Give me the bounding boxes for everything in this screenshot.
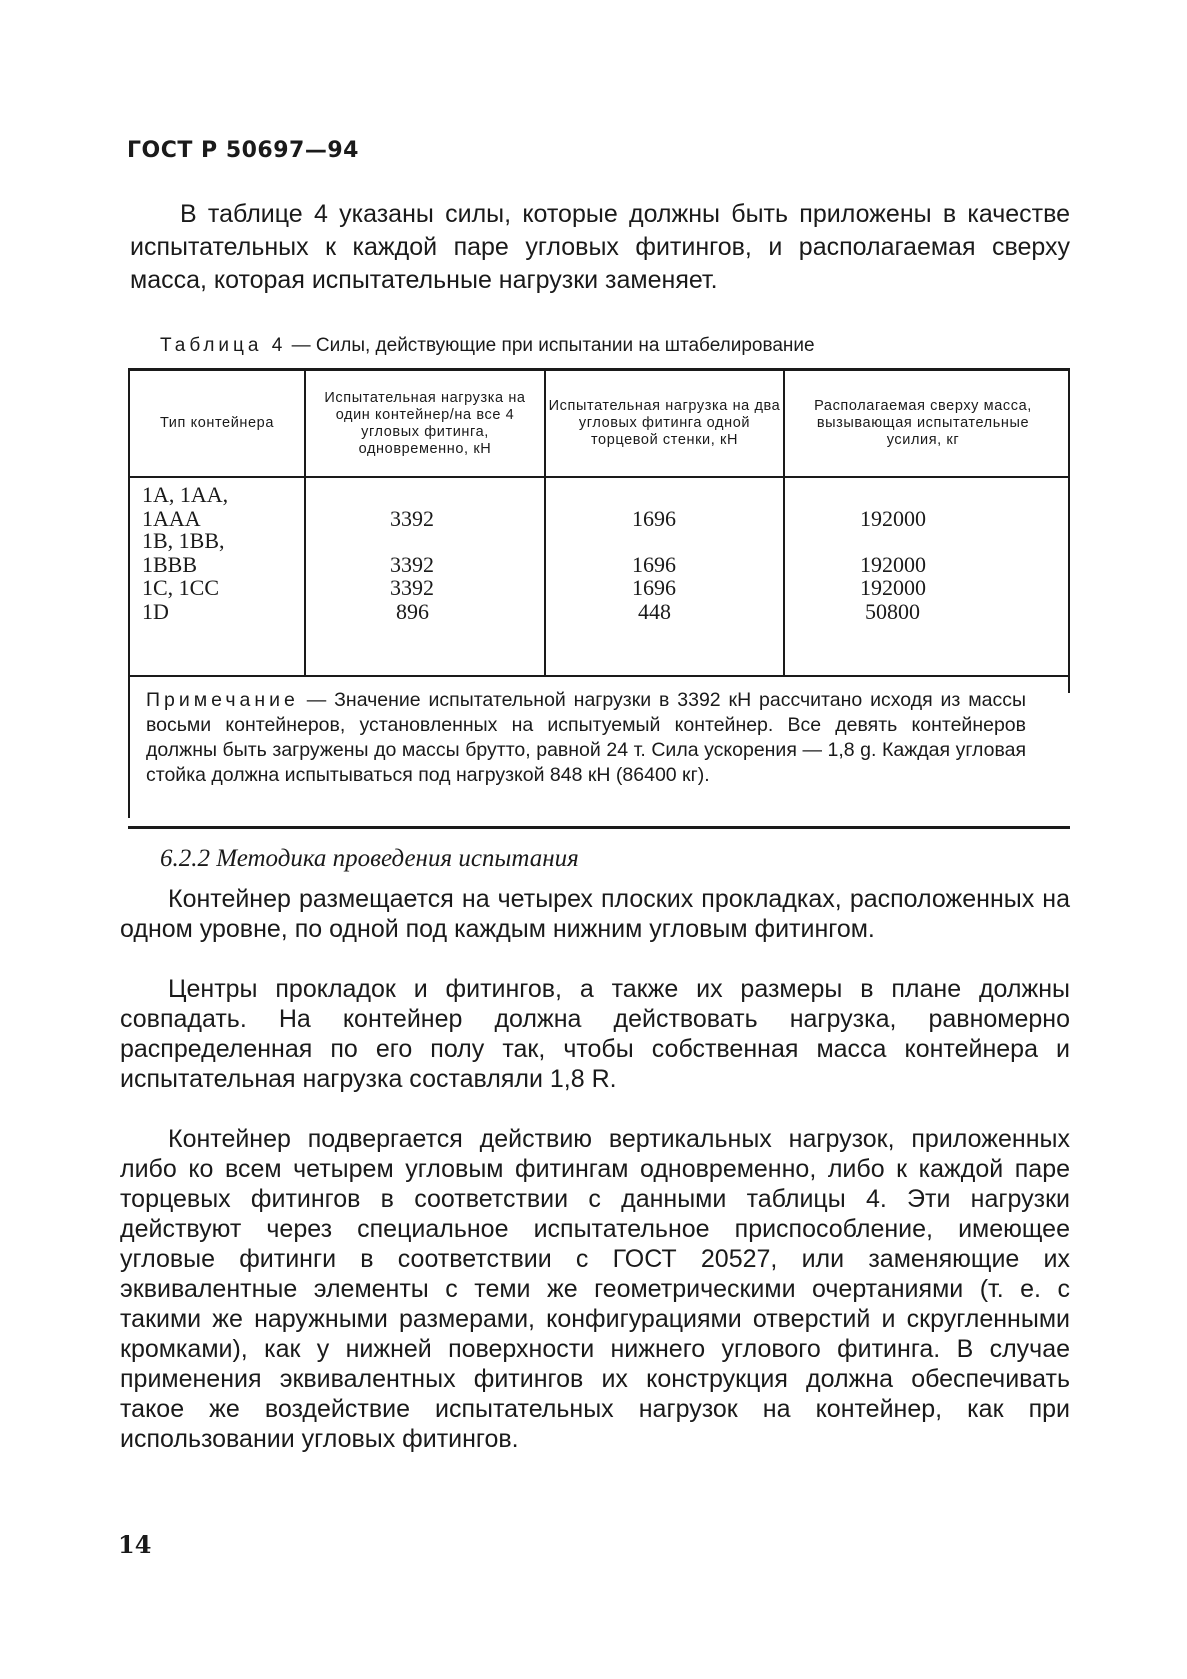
table-row	[128, 576, 1070, 600]
table-caption-label: Таблица 4	[160, 335, 287, 356]
cell-load-all-fittings: 3392	[390, 575, 434, 600]
col-header-load-two-fittings: Испытательная нагрузка на два угловых фитинга одной торцевой стенки, кН	[548, 398, 781, 448]
cell-load-two-fittings: 1696	[632, 552, 676, 577]
table-row	[128, 600, 1070, 624]
cell-container-type: 1А, 1АА, 1ААА	[142, 482, 229, 531]
table-end-rule	[128, 826, 1070, 829]
body-paragraph: Контейнер подвергается действию вертикальных нагрузок, приложенных либо ко всем четырем угловым фитингам одновременно, либо к каждой паре торцевых фитингов в соответствии с данными таблицы 4. Эти нагрузки действуют через специальное испытательное приспособление, имеющее угловые фитинги в соответствии с ГОСТ 20527, или заменяющие их эквивалентные элементы с теми же геометрическими очертаниями (т. е. с такими же наружными размерами, конфигурациями отверстий и скругленными кромками), как у нижней поверхности нижнего углового фитинга. В случае применения эквивалентных фитингов их конструкция должна обеспечивать такое же воздействие испытательных нагрузок на контейнер, как при использовании угловых фитингов.	[120, 1125, 1070, 1453]
cell-mass: 50800	[865, 599, 920, 624]
table-row	[128, 529, 1070, 577]
cell-load-all-fittings: 896	[396, 599, 429, 624]
cell-container-type: 1D	[142, 599, 169, 624]
cell-container-type: 1С, 1СС	[142, 575, 220, 600]
table-body-rule	[128, 675, 1070, 677]
body-paragraph: Центры прокладок и фитингов, а также их размеры в плане должны совпадать. На контейнер должна действовать нагрузка, равномерно распределенная по его полу так, чтобы собственная масса контейнера и испытательная нагрузка составляли 1,8 R.	[120, 975, 1070, 1093]
stacking-forces-table	[128, 368, 1070, 829]
body-paragraph: Контейнер размещается на четырех плоских прокладках, расположенных на одном уровне, по одной под каждым нижним угловым фитингом.	[120, 885, 1070, 943]
section-heading: 6.2.2 Методика проведения испытания	[160, 845, 579, 872]
col-header-mass: Располагаемая сверху масса, вызывающая испытательные усилия, кг	[814, 398, 1032, 448]
cell-load-two-fittings: 448	[638, 599, 671, 624]
table-note-label: Примечание	[146, 689, 299, 711]
table-note-text: — Значение испытательной нагрузки в 3392 кН рассчитано исходя из массы восьми контейнеров, установленных на испытуемый контейнер. Все девять контейнеров должны быть загружены до массы брутто, равной 24 т. Сила ускорения — 1,8 g. Каждая угловая стойка должна испытываться под нагрузкой 848 кН (86400 кг).	[146, 689, 1027, 786]
cell-mass: 192000	[860, 575, 926, 600]
col-header-container-type: Тип контейнера	[159, 415, 275, 431]
cell-load-two-fittings: 1696	[632, 506, 676, 531]
table-note	[146, 688, 1026, 788]
cell-container-type: 1В, 1ВВ, 1ВВВ	[142, 528, 225, 577]
table-row	[128, 483, 1070, 531]
table-header-rule	[128, 476, 1070, 478]
cell-load-two-fittings: 1696	[632, 575, 676, 600]
table-caption	[160, 335, 1070, 357]
page-number: 14	[118, 1530, 152, 1559]
table-caption-text: — Силы, действующие при испытании на штабелирование	[291, 335, 815, 356]
cell-mass: 192000	[860, 552, 926, 577]
document-header: ГОСТ Р 50697—94	[127, 138, 359, 163]
cell-mass: 192000	[860, 506, 926, 531]
cell-load-all-fittings: 3392	[390, 506, 434, 531]
intro-paragraph: В таблице 4 указаны силы, которые должны быть приложены в качестве испытательных к каждой паре угловых фитингов, и располагаемая сверху масса, которая испытательные нагрузки заменяет.	[130, 200, 1070, 294]
col-header-load-all-fittings: Испытательная нагрузка на один контейнер/на все 4 угловых фитинга, одновременно, кН	[324, 389, 526, 457]
cell-load-all-fittings: 3392	[390, 552, 434, 577]
